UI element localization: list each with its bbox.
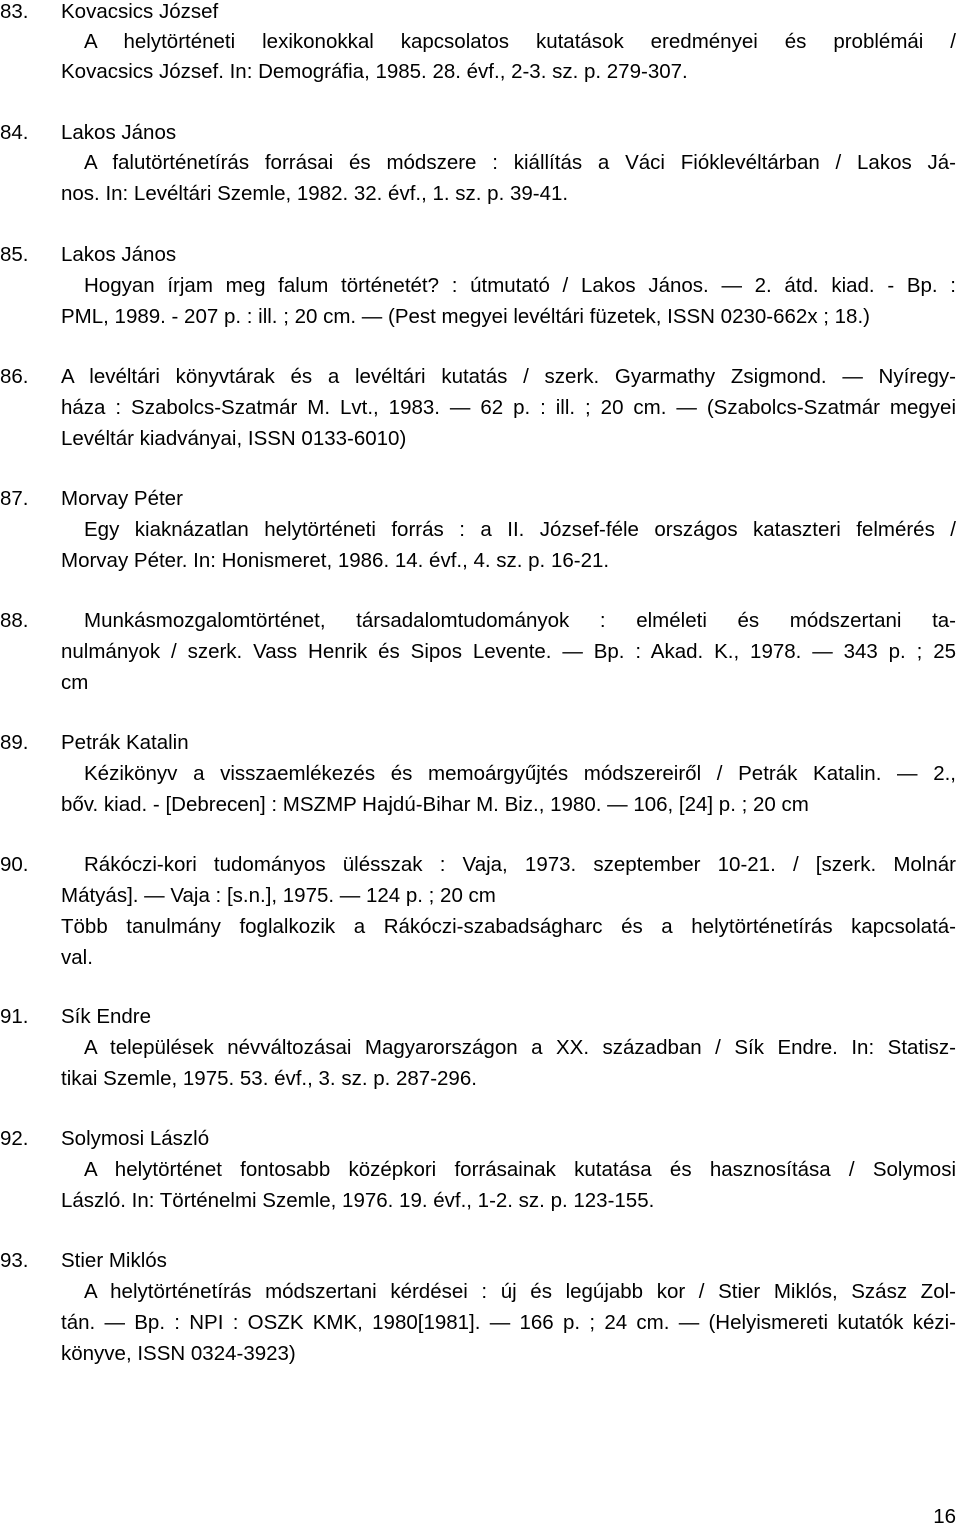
- entry-number: 92.: [0, 1127, 29, 1150]
- entry-author: Stier Miklós: [61, 1249, 167, 1272]
- entry-annotation: Több tanulmány foglalkozik a Rákóczi-szabadságharc és a helytörténetírás kapcsolatá-: [61, 915, 956, 938]
- entry-number: 83.: [0, 0, 29, 23]
- entry-title-line: A levéltári könyvtárak és a levéltári kutatás / szerk. Gyarmathy Zsigmond. ― Nyíregy-: [61, 365, 956, 388]
- entry-line: nulmányok / szerk. Vass Henrik és Sipos Levente. ― Bp. : Akad. K., 1978. ― 343 p. ; 25: [61, 640, 956, 663]
- entry-line: Kovacsics József. In: Demográfia, 1985. 28. évf., 2-3. sz. p. 279-307.: [61, 60, 688, 83]
- entry-line: háza : Szabolcs-Szatmár M. Lvt., 1983. ― 62 p. : ill. ; 20 cm. ― (Szabolcs-Szatmár megyei: [61, 396, 956, 419]
- entry-line: Morvay Péter. In: Honismeret, 1986. 14. évf., 4. sz. p. 16-21.: [61, 549, 610, 572]
- entry-line: Levéltár kiadványai, ISSN 0133-6010): [61, 427, 407, 450]
- entry-line: Mátyás]. ― Vaja : [s.n.], 1975. ― 124 p. ; 20 cm: [61, 884, 496, 907]
- page-number: 16: [933, 1505, 956, 1528]
- entry-number: 85.: [0, 243, 29, 266]
- entry-line: nos. In: Levéltári Szemle, 1982. 32. évf., 1. sz. p. 39-41.: [61, 182, 569, 205]
- entry-number: 86.: [0, 365, 29, 388]
- entry-title-line: Rákóczi-kori tudományos ülésszak : Vaja, 1973. szeptember 10-21. / [szerk. Molnár: [84, 853, 956, 876]
- entry-author: Kovacsics József: [61, 0, 219, 23]
- entry-author: Sík Endre: [61, 1005, 152, 1028]
- entry-title-line: A helytörténet fontosabb középkori forrásainak kutatása és hasznosítása / Solymosi: [84, 1158, 956, 1181]
- entry-number: 84.: [0, 121, 29, 144]
- entry-author: Petrák Katalin: [61, 731, 189, 754]
- entry-title-line: A helytörténeti lexikonokkal kapcsolatos kutatások eredményei és problémái /: [84, 30, 956, 53]
- entry-line: könyve, ISSN 0324-3923): [61, 1342, 296, 1365]
- entry-title-line: A falutörténetírás forrásai és módszere : kiállítás a Váci Fióklevéltárban / Lakos Já-: [84, 151, 956, 174]
- entry-title-line: Kézikönyv a visszaemlékezés és memoárgyűjtés módszereiről / Petrák Katalin. ― 2.,: [84, 762, 956, 785]
- entry-annotation: val.: [61, 946, 93, 969]
- entry-title-line: Egy kiaknázatlan helytörténeti forrás : a II. József-féle országos kataszteri felmérés /: [84, 518, 956, 541]
- entry-line: tán. ― Bp. : NPI : OSZK KMK, 1980[1981]. ― 166 p. ; 24 cm. ― (Helyismereti kutatók kézi-: [61, 1311, 956, 1334]
- entry-line: PML, 1989. - 207 p. : ill. ; 20 cm. ― (Pest megyei levéltári füzetek, ISSN 0230-662x ; 18.): [61, 305, 870, 328]
- entry-line: bőv. kiad. - [Debrecen] : MSZMP Hajdú-Bihar M. Biz., 1980. ― 106, [24] p. ; 20 cm: [61, 793, 809, 816]
- entry-number: 87.: [0, 487, 29, 510]
- entry-author: Lakos János: [61, 121, 177, 144]
- entry-line: László. In: Történelmi Szemle, 1976. 19. évf., 1-2. sz. p. 123-155.: [61, 1189, 655, 1212]
- entry-author: Solymosi László: [61, 1127, 210, 1150]
- entry-number: 88.: [0, 609, 29, 632]
- entry-number: 93.: [0, 1249, 29, 1272]
- entry-line: cm: [61, 671, 89, 694]
- entry-title-line: Hogyan írjam meg falum történetét? : útmutató / Lakos János. ― 2. átd. kiad. - Bp. :: [84, 274, 956, 297]
- entry-title-line: A települések névváltozásai Magyarországon a XX. században / Sík Endre. In: Statisz-: [84, 1036, 956, 1059]
- entry-number: 91.: [0, 1005, 29, 1028]
- entry-line: tikai Szemle, 1975. 53. évf., 3. sz. p. 287-296.: [61, 1067, 477, 1090]
- entry-author: Lakos János: [61, 243, 177, 266]
- entry-number: 89.: [0, 731, 29, 754]
- entry-title-line: A helytörténetírás módszertani kérdései : új és legújabb kor / Stier Miklós, Szász Zol-: [84, 1280, 956, 1303]
- entry-author: Morvay Péter: [61, 487, 183, 510]
- entry-number: 90.: [0, 853, 29, 876]
- entry-title-line: Munkásmozgalomtörténet, társadalomtudományok : elméleti és módszertani ta-: [84, 609, 956, 632]
